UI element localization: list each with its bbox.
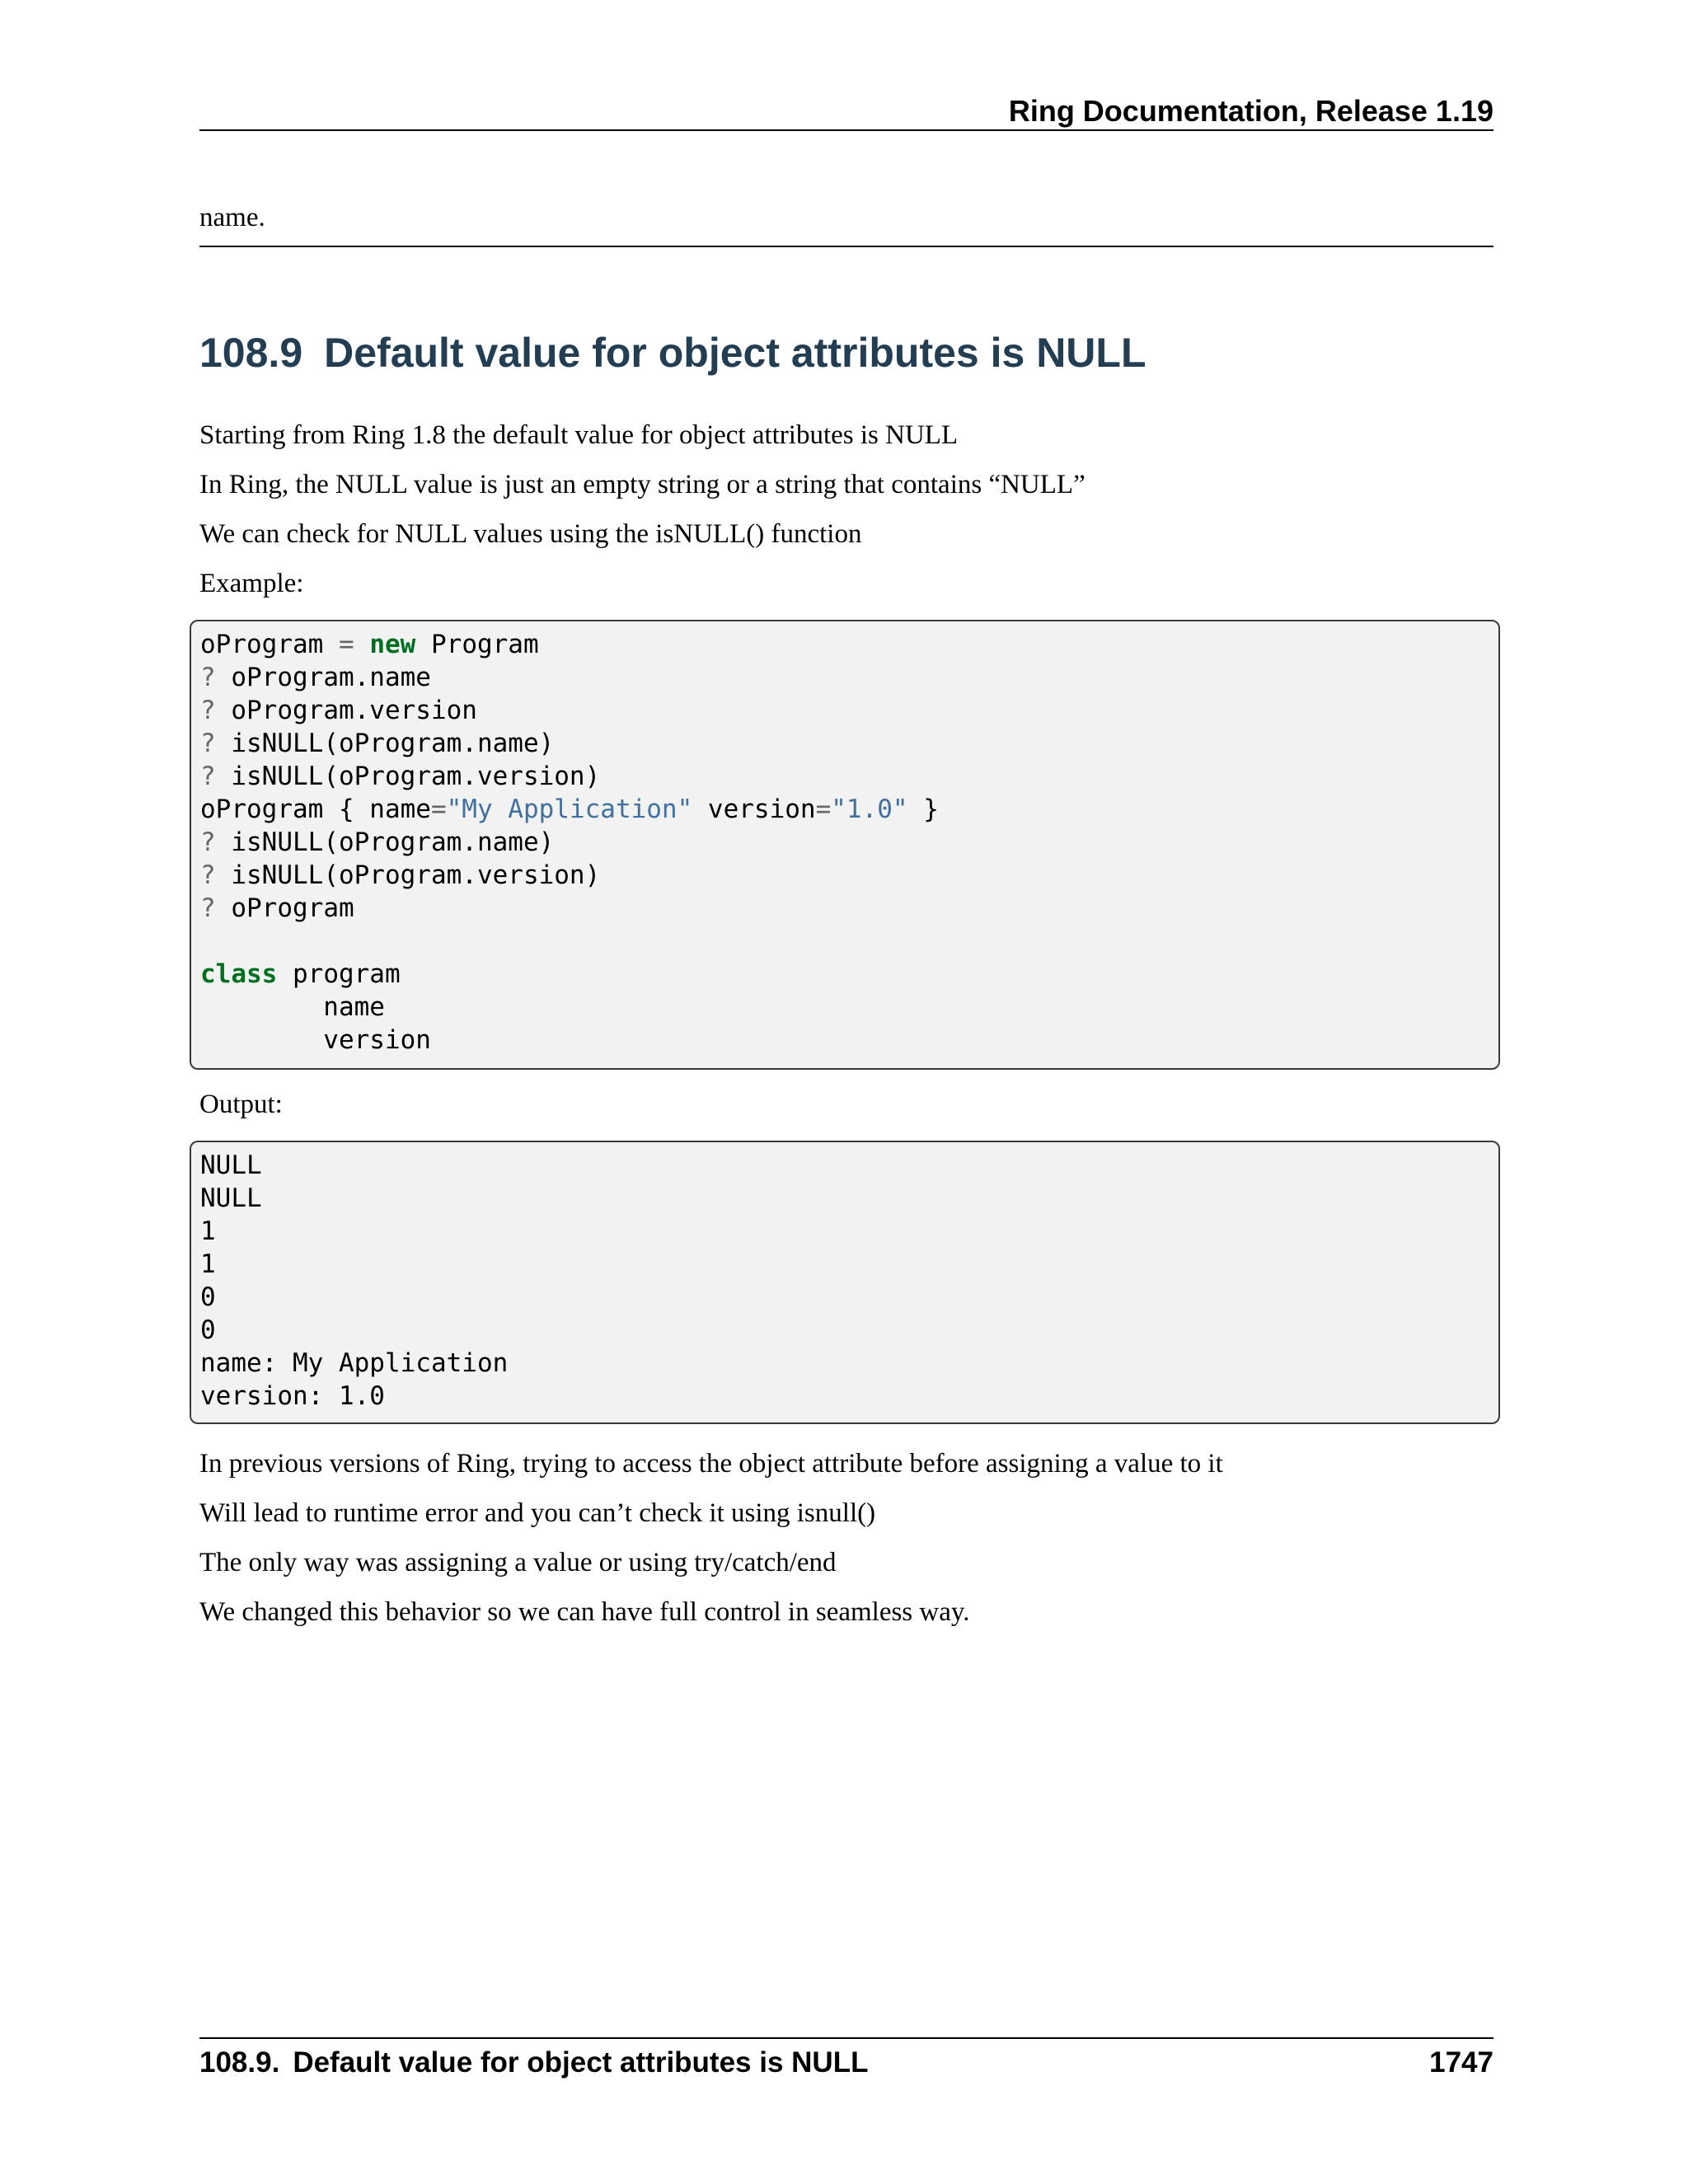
intro-paragraph: Starting from Ring 1.8 the default value for object attributes is NULL [199, 420, 959, 450]
intro-paragraph: We can check for NULL values using the isNULL() function [199, 519, 862, 549]
intro-paragraph: In Ring, the NULL value is just an empty string or a string that contains “NULL” [199, 470, 1085, 499]
closing-paragraph: In previous versions of Ring, trying to access the object attribute before assigning a value to it [199, 1449, 1223, 1479]
code-line: version [200, 1025, 431, 1055]
footer-section-title: Default value for object attributes is NULL [293, 2046, 869, 2079]
code-line: ? isNULL(oProgram.name) [200, 827, 555, 857]
section-divider-rule [199, 246, 1493, 247]
footer-section-number: 108.9. [199, 2046, 280, 2079]
code-line: name [200, 992, 385, 1022]
code-line-blank [200, 925, 939, 958]
footer-rule [199, 2037, 1493, 2039]
section-number: 108.9 [199, 330, 303, 376]
output-line: version: 1.0 [200, 1381, 385, 1411]
output-line: name: My Application [200, 1348, 509, 1378]
code-line: ? oProgram.name [200, 663, 431, 692]
footer-section-link[interactable] [199, 2042, 868, 2083]
code-line: oProgram = new Program [200, 630, 539, 659]
closing-paragraph: Will lead to runtime error and you can’t check it using isnull() [199, 1498, 876, 1528]
closing-paragraph: The only way was assigning a value or using try/catch/end [199, 1548, 837, 1577]
code-line: ? isNULL(oProgram.version) [200, 762, 601, 791]
output-line: 1 [200, 1249, 216, 1279]
output-text [200, 1149, 508, 1413]
section-title: Default value for object attributes is NULL [324, 330, 1146, 376]
section-heading [199, 324, 1146, 382]
output-line: 0 [200, 1282, 216, 1312]
example-code-block [190, 620, 1500, 1070]
example-code [200, 628, 939, 1057]
page-number: 1747 [1429, 2046, 1493, 2079]
example-label: Example: [199, 569, 304, 598]
code-line: ? isNULL(oProgram.version) [200, 860, 601, 890]
running-header-title: Ring Documentation, Release 1.19 [1008, 94, 1493, 128]
output-label: Output: [199, 1090, 283, 1119]
output-line: 1 [200, 1216, 216, 1246]
code-line: oProgram { name="My Application" version="1.0" } [200, 794, 939, 824]
output-line: NULL [200, 1151, 262, 1180]
code-line: ? oProgram.version [200, 696, 477, 725]
closing-paragraph: We changed this behavior so we can have full control in seamless way. [199, 1597, 970, 1627]
continued-text: name. [199, 203, 265, 232]
output-line: 0 [200, 1315, 216, 1345]
header-rule [199, 129, 1493, 131]
output-code-block [190, 1141, 1500, 1424]
output-line: NULL [200, 1183, 262, 1213]
code-line: ? oProgram [200, 893, 354, 923]
code-line: class program [200, 959, 401, 989]
code-line: ? isNULL(oProgram.name) [200, 729, 555, 758]
